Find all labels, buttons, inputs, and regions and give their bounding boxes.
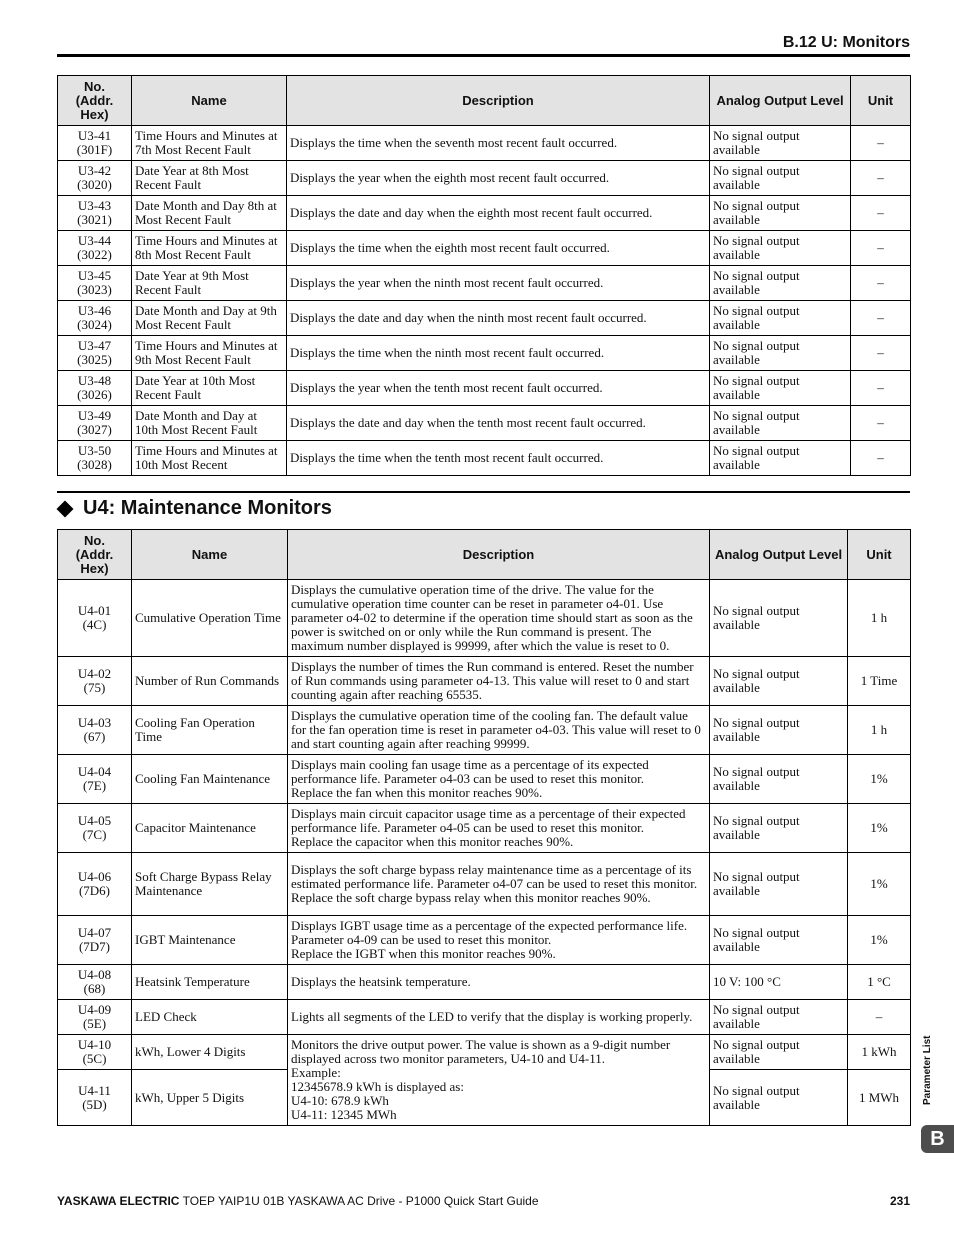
parameter-description: Displays the date and day when the ninth most recent fault occurred.: [287, 301, 710, 336]
parameter-number: U3-43 (3021): [58, 196, 132, 231]
parameter-description: Displays the time when the ninth most recent fault occurred.: [287, 336, 710, 371]
section-rule: [57, 491, 910, 493]
table-row: [58, 406, 911, 441]
parameter-number: U4-01 (4C): [58, 580, 132, 657]
page-number: 231: [889, 1194, 910, 1208]
column-header-analog-output: Analog Output Level: [710, 530, 848, 580]
parameter-unit: –: [851, 126, 911, 161]
parameter-number: U4-07 (7D7): [58, 916, 132, 965]
parameter-name: Time Hours and Minutes at 8th Most Recent Fault: [132, 231, 287, 266]
table-row: [58, 1035, 911, 1070]
analog-output-level: No signal output available: [710, 406, 851, 441]
parameter-number: U4-03 (67): [58, 706, 132, 755]
parameter-number: U3-45 (3023): [58, 266, 132, 301]
parameter-description: Displays the cumulative operation time of the drive. The value for the cumulative operation time counter can be reset in parameter o4-01. Use parameter o4-02 to determine if the operation time should start as soon as the power is switched on or only while the Run command is present. The maximum number displayed is 99999, after which the value is reset to 0.: [288, 580, 710, 657]
parameter-unit: 1 Time: [848, 657, 911, 706]
analog-output-level: No signal output available: [710, 336, 851, 371]
analog-output-level: No signal output available: [710, 853, 848, 916]
parameter-unit: –: [848, 1000, 911, 1035]
column-header-no: No. (Addr. Hex): [58, 530, 132, 580]
parameter-number: U4-05 (7C): [58, 804, 132, 853]
parameter-name: Heatsink Temperature: [132, 965, 288, 1000]
parameter-number: U3-49 (3027): [58, 406, 132, 441]
parameter-unit: –: [851, 196, 911, 231]
parameter-number: U3-48 (3026): [58, 371, 132, 406]
parameter-number: U3-50 (3028): [58, 441, 132, 476]
parameter-number: U4-08 (68): [58, 965, 132, 1000]
analog-output-level: No signal output available: [710, 916, 848, 965]
analog-output-level: No signal output available: [710, 266, 851, 301]
parameter-name: Date Year at 10th Most Recent Fault: [132, 371, 287, 406]
parameter-number: U3-41 (301F): [58, 126, 132, 161]
parameter-name: Cumulative Operation Time: [132, 580, 288, 657]
table-row: [58, 371, 911, 406]
column-header-analog-output: Analog Output Level: [710, 76, 851, 126]
parameter-description: Displays the soft charge bypass relay maintenance time as a percentage of its estimated performance life. Parameter o4-07 can be used to reset this monitor. Replace the soft charge bypass relay when this monitor reaches 90%.: [288, 853, 710, 916]
u4-monitor-table: [57, 529, 911, 1126]
parameter-name: Time Hours and Minutes at 10th Most Recent: [132, 441, 287, 476]
parameter-unit: 1 °C: [848, 965, 911, 1000]
parameter-name: Cooling Fan Maintenance: [132, 755, 288, 804]
parameter-number: U4-10 (5C): [58, 1035, 132, 1070]
table-row: [58, 441, 911, 476]
column-header-no: No. (Addr. Hex): [58, 76, 132, 126]
parameter-name: Date Month and Day at 9th Most Recent Fault: [132, 301, 287, 336]
parameter-name: Capacitor Maintenance: [132, 804, 288, 853]
analog-output-level: No signal output available: [710, 371, 851, 406]
parameter-description: Displays main cooling fan usage time as a percentage of its expected performance life. Parameter o4-03 can be used to reset this monitor. Replace the fan when this monitor reaches 90%.: [288, 755, 710, 804]
analog-output-level: No signal output available: [710, 580, 848, 657]
analog-output-level: No signal output available: [710, 1000, 848, 1035]
column-header-unit: Unit: [848, 530, 911, 580]
parameter-number: U3-46 (3024): [58, 301, 132, 336]
header-rule: [57, 54, 910, 57]
parameter-description: Displays the date and day when the tenth most recent fault occurred.: [287, 406, 710, 441]
parameter-unit: 1 h: [848, 580, 911, 657]
table-row: [58, 706, 911, 755]
parameter-description: Displays the year when the ninth most recent fault occurred.: [287, 266, 710, 301]
parameter-description: Displays the date and day when the eighth most recent fault occurred.: [287, 196, 710, 231]
parameter-unit: –: [851, 441, 911, 476]
table-row: [58, 196, 911, 231]
parameter-description: Displays main circuit capacitor usage time as a percentage of their expected performance life. Parameter o4-05 can be used to reset this monitor. Replace the capacitor when this monitor reaches 90%.: [288, 804, 710, 853]
parameter-unit: 1 MWh: [848, 1070, 911, 1126]
table-row: [58, 126, 911, 161]
column-header-name: Name: [132, 76, 287, 126]
section-title: U4: Maintenance Monitors: [83, 497, 332, 519]
analog-output-level: No signal output available: [710, 1070, 848, 1126]
analog-output-level: No signal output available: [710, 804, 848, 853]
parameter-name: IGBT Maintenance: [132, 916, 288, 965]
parameter-description: Displays the heatsink temperature.: [288, 965, 710, 1000]
parameter-unit: –: [851, 266, 911, 301]
u3-monitor-table: [57, 75, 911, 476]
analog-output-level: No signal output available: [710, 126, 851, 161]
appendix-tab: B: [921, 1125, 954, 1153]
parameter-unit: 1 h: [848, 706, 911, 755]
parameter-name: LED Check: [132, 1000, 288, 1035]
parameter-description: Displays IGBT usage time as a percentage of the expected performance life. Parameter o4-09 can be used to reset this monitor. Replace the IGBT when this monitor reaches 90%.: [288, 916, 710, 965]
analog-output-level: No signal output available: [710, 706, 848, 755]
parameter-name: kWh, Lower 4 Digits: [132, 1035, 288, 1070]
parameter-name: Number of Run Commands: [132, 657, 288, 706]
analog-output-level: No signal output available: [710, 1035, 848, 1070]
parameter-unit: –: [851, 371, 911, 406]
footer-doc-title: TOEP YAIP1U 01B YASKAWA AC Drive - P1000 Quick Start Guide: [179, 1194, 539, 1208]
analog-output-level: No signal output available: [710, 161, 851, 196]
column-header-unit: Unit: [851, 76, 911, 126]
table-row: [58, 965, 911, 1000]
parameter-description: Displays the year when the tenth most recent fault occurred.: [287, 371, 710, 406]
parameter-name: Time Hours and Minutes at 7th Most Recent Fault: [132, 126, 287, 161]
parameter-number: U4-09 (5E): [58, 1000, 132, 1035]
parameter-description: Displays the time when the eighth most recent fault occurred.: [287, 231, 710, 266]
analog-output-level: No signal output available: [710, 301, 851, 336]
parameter-unit: 1%: [848, 804, 911, 853]
column-header-name: Name: [132, 530, 288, 580]
parameter-description: Displays the cumulative operation time of the cooling fan. The default value for the fan operation time is reset in parameter o4-03. This value will reset to 0 and start counting again after reaching 99999.: [288, 706, 710, 755]
table-row: [58, 336, 911, 371]
table-row: [58, 916, 911, 965]
table-row: [58, 804, 911, 853]
parameter-unit: –: [851, 161, 911, 196]
column-header-description: Description: [287, 76, 710, 126]
analog-output-level: No signal output available: [710, 441, 851, 476]
column-header-description: Description: [288, 530, 710, 580]
analog-output-level: No signal output available: [710, 755, 848, 804]
parameter-unit: 1%: [848, 755, 911, 804]
parameter-unit: 1 kWh: [848, 1035, 911, 1070]
table-row: [58, 301, 911, 336]
parameter-name: Date Year at 9th Most Recent Fault: [132, 266, 287, 301]
parameter-unit: 1%: [848, 853, 911, 916]
parameter-number: U3-47 (3025): [58, 336, 132, 371]
parameter-name: Time Hours and Minutes at 9th Most Recent Fault: [132, 336, 287, 371]
parameter-name: Cooling Fan Operation Time: [132, 706, 288, 755]
section-header: B.12 U: Monitors: [782, 34, 910, 51]
parameter-number: U3-42 (3020): [58, 161, 132, 196]
table-row: [58, 266, 911, 301]
analog-output-level: No signal output available: [710, 657, 848, 706]
section-heading: [57, 497, 332, 520]
parameter-description: Monitors the drive output power. The value is shown as a 9-digit number displayed across two monitor parameters, U4-10 and U4-11. Example: 12345678.9 kWh is displayed as: U4-10: 678.9 kWh U4-11: 12345 MWh: [288, 1035, 710, 1126]
footer-brand: YASKAWA ELECTRIC: [57, 1194, 180, 1208]
parameter-name: Date Year at 8th Most Recent Fault: [132, 161, 287, 196]
parameter-name: kWh, Upper 5 Digits: [132, 1070, 288, 1126]
parameter-description: Displays the time when the tenth most recent fault occurred.: [287, 441, 710, 476]
table-row: [58, 657, 911, 706]
table-row: [58, 853, 911, 916]
parameter-description: Displays the time when the seventh most recent fault occurred.: [287, 126, 710, 161]
parameter-unit: –: [851, 406, 911, 441]
parameter-unit: –: [851, 301, 911, 336]
diamond-bullet-icon: [57, 500, 74, 517]
table-row: [58, 161, 911, 196]
parameter-unit: 1%: [848, 916, 911, 965]
sidebar-section-label: Parameter List: [922, 1035, 933, 1105]
parameter-number: U3-44 (3022): [58, 231, 132, 266]
parameter-name: Date Month and Day at 10th Most Recent Fault: [132, 406, 287, 441]
analog-output-level: No signal output available: [710, 231, 851, 266]
parameter-name: Soft Charge Bypass Relay Maintenance: [132, 853, 288, 916]
analog-output-level: 10 V: 100 °C: [710, 965, 848, 1000]
footer-document: [57, 1194, 539, 1208]
analog-output-level: No signal output available: [710, 196, 851, 231]
parameter-description: Lights all segments of the LED to verify that the display is working properly.: [288, 1000, 710, 1035]
table-row: [58, 580, 911, 657]
table-row: [58, 231, 911, 266]
table-row: [58, 755, 911, 804]
parameter-name: Date Month and Day 8th at Most Recent Fault: [132, 196, 287, 231]
parameter-number: U4-11 (5D): [58, 1070, 132, 1126]
parameter-number: U4-06 (7D6): [58, 853, 132, 916]
parameter-number: U4-04 (7E): [58, 755, 132, 804]
parameter-unit: –: [851, 231, 911, 266]
parameter-description: Displays the number of times the Run command is entered. Reset the number of Run commands using parameter o4-13. This value will reset to 0 and start counting again after reaching 65535.: [288, 657, 710, 706]
parameter-unit: –: [851, 336, 911, 371]
table-row: [58, 1000, 911, 1035]
parameter-number: U4-02 (75): [58, 657, 132, 706]
parameter-description: Displays the year when the eighth most recent fault occurred.: [287, 161, 710, 196]
